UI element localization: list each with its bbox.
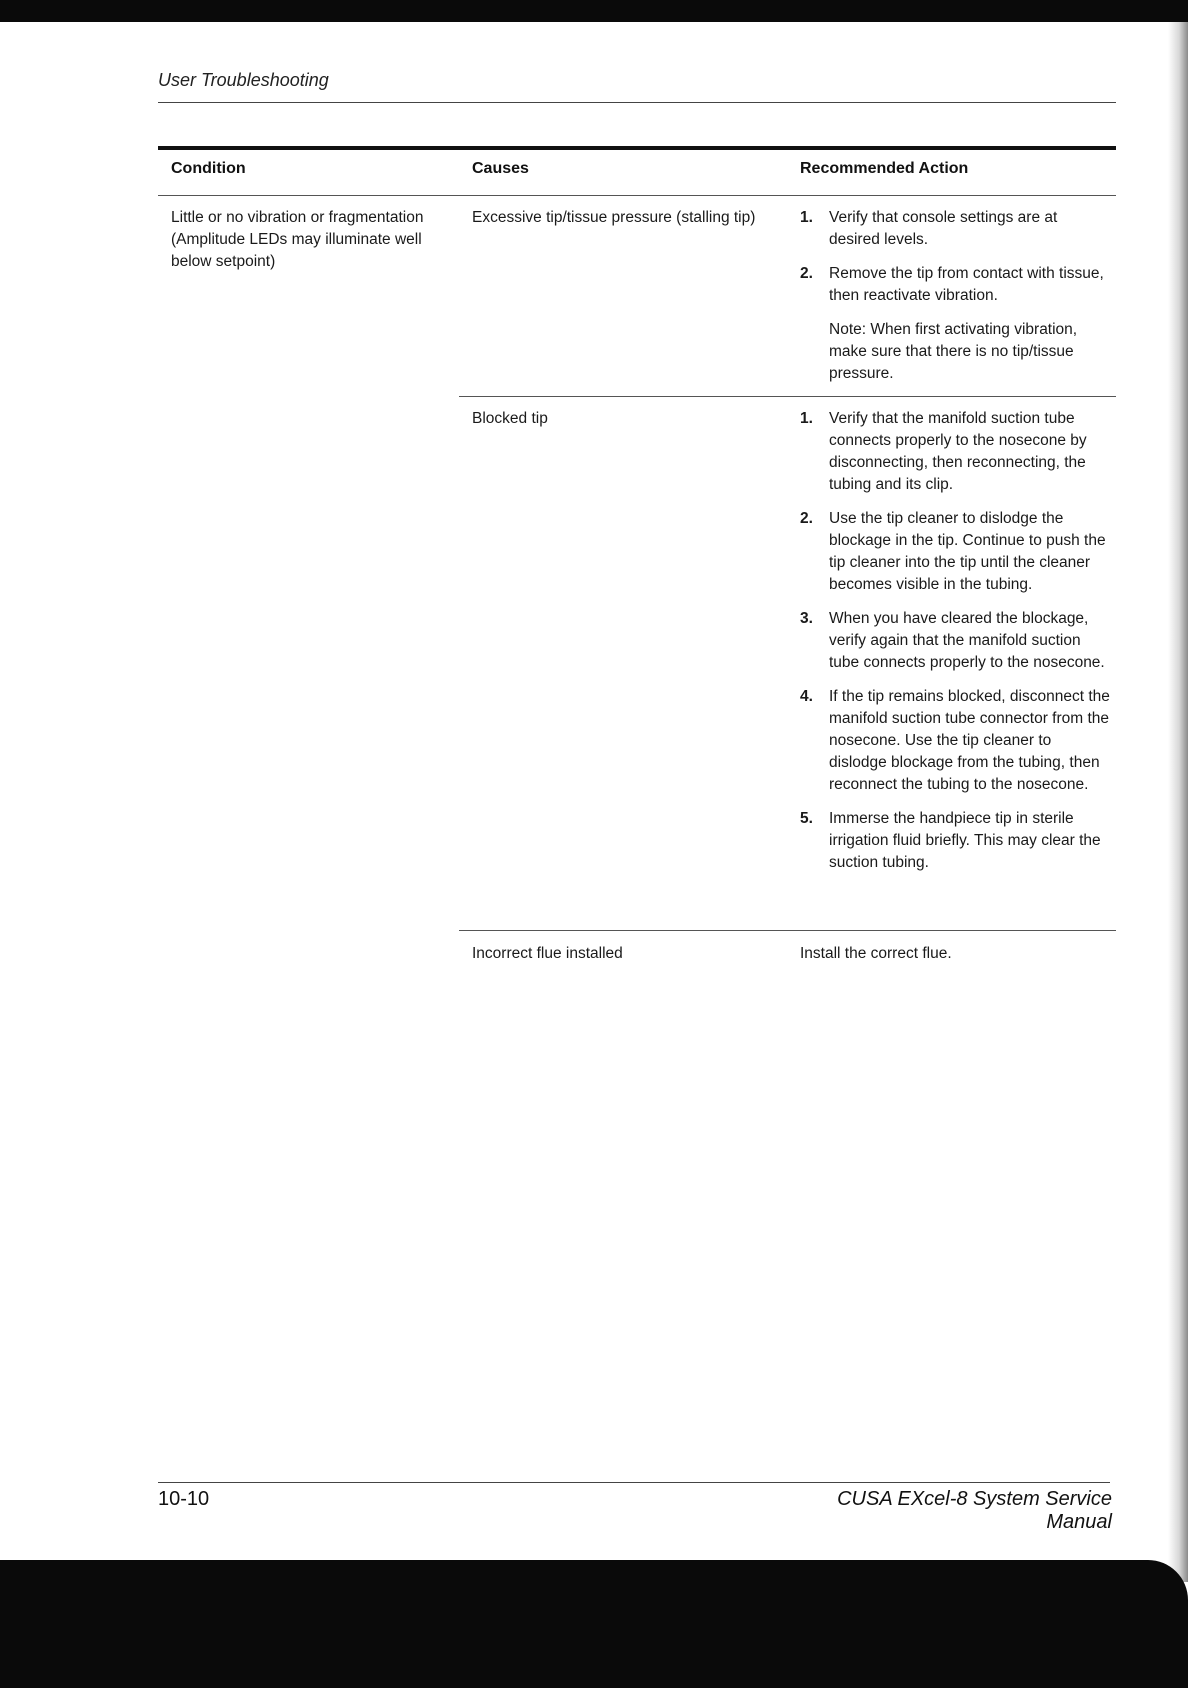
action-step [800,808,1110,874]
step-number: 5. [800,810,813,827]
action-list [800,408,1110,886]
action-step [800,608,1110,674]
scan-border-right [1168,22,1188,1582]
step-number: 2. [800,265,813,282]
step-text: If the tip remains blocked, disconnect the manifold suction tube connector from the nosecone. Use the tip cleaner to dislodge blockage from the tubing, then reconnect the tubing to the nosecone. [829,688,1110,793]
row-divider [459,930,1116,931]
action-step [800,408,1110,496]
cause-cell: Excessive tip/tissue pressure (stalling tip) [472,209,756,226]
cause-cell: Blocked tip [472,410,548,427]
step-text: Verify that console settings are at desired levels. [829,209,1058,248]
scan-border-bottom [0,1560,1188,1688]
step-number: 2. [800,510,813,527]
action-cell: Install the correct flue. [800,945,952,962]
action-step [800,207,1110,251]
step-text: Immerse the handpiece tip in sterile irrigation fluid briefly. This may clear the suction tubing. [829,810,1101,871]
step-text: When you have cleared the blockage, verify again that the manifold suction tube connects properly to the nosecone. [829,610,1105,671]
step-number: 1. [800,410,813,427]
step-number: 4. [800,688,813,705]
condition-cell: Little or no vibration or fragmentation (Amplitude LEDs may illuminate well below setpoint) [171,209,424,270]
row-divider [459,396,1116,397]
header-bottom-rule [158,195,1116,196]
step-text: Remove the tip from contact with tissue, then reactivate vibration. [829,265,1104,304]
column-header-causes: Causes [472,160,529,177]
action-step [800,686,1110,796]
step-number: 3. [800,610,813,627]
step-text: Use the tip cleaner to dislodge the blockage in the tip. Continue to push the tip cleaner into the tip until the cleaner becomes visible in the tubing. [829,510,1106,593]
table-top-rule [158,146,1116,150]
step-number: 1. [800,209,813,226]
header-rule [158,102,1116,103]
running-header: User Troubleshooting [158,70,329,90]
manual-title: CUSA EXcel-8 System Service Manual [837,1488,1112,1533]
column-header-action: Recommended Action [800,160,969,177]
step-text: Verify that the manifold suction tube connects properly to the nosecone by disconnecting, then reconnecting, the tubing and its clip. [829,410,1087,493]
action-step [800,263,1110,307]
page-number: 10-10 [158,1488,210,1510]
action-step [800,508,1110,596]
footer-rule [158,1482,1110,1483]
column-header-condition: Condition [171,160,246,177]
action-note: Note: When first activating vibration, make sure that there is no tip/tissue pressure. [829,321,1078,382]
cause-cell: Incorrect flue installed [472,945,623,962]
scan-border-top [0,0,1188,22]
action-list [800,207,1110,385]
